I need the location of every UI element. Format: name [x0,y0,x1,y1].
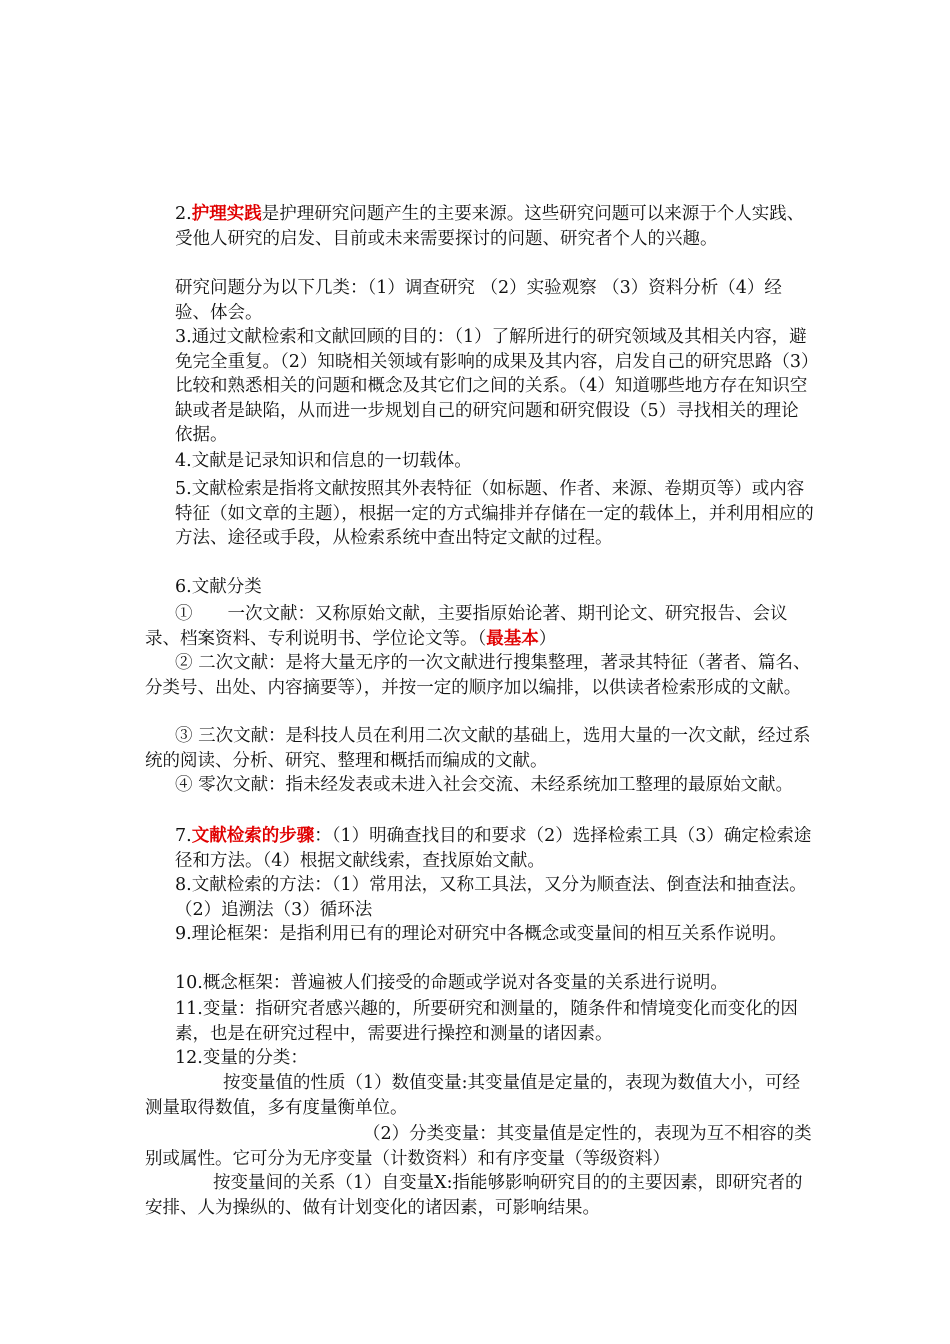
paragraph-7 [175,824,815,873]
paragraph-8: 8.文献检索的方法：（1）常用法，又称工具法，又分为顺查法、倒查法和抽查法。（2）追溯法（3）循环法 [175,875,807,920]
highlight-most-basic: 最基本 [486,628,539,649]
variable-independent: 按变量间的关系（1）自变量X:指能够影响研究目的的主要因素，即研究者的安排、人为操纵的、做有计划变化的诸因素，可影响结果。 [145,1173,803,1218]
variable-categorical: （2）分类变量：其变量值是定性的，表现为互不相容的类别或属性。它可分为无序变量（计数资料）和有序变量（等级资料） [145,1124,812,1169]
paragraph-text: 一次文献：又称原始文献，主要指原始论著、期刊论文、研究报告、会议录、档案资料、专利说明书、学位论文等。（ [145,604,788,649]
paragraph-6-heading: 6.文献分类 [175,577,262,597]
paragraph-text: 二次文献：是将大量无序的一次文献进行搜集整理，著录其特征（著者、篇名、分类号、出处、内容摘要等），并按一定的顺序加以编排，以供读者检索形成的文献。 [145,653,811,698]
paragraph-11: 11.变量：指研究者感兴趣的，所要研究和测量的，随条件和情境变化而变化的因素，也是在研究过程中，需要进行操控和测量的诸因素。 [175,999,798,1044]
highlight-nursing-practice: 护理实践 [191,204,262,224]
circled-number-2: ② [175,653,193,673]
paragraph-5: 5.文献检索是指将文献按照其外表特征（如标题、作者、来源、卷期页等）或内容特征（如文章的主题），根据一定的方式编排并存储在一定的载体上，并利用相应的方法、途径或手段，从检索系统中查出特定文献的过程。 [175,479,814,548]
circled-number-4: ④ [175,775,193,795]
literature-type-tertiary [145,724,815,773]
highlight-retrieval-steps: 文献检索的步骤 [191,826,315,846]
paragraph-4: 4.文献是记录知识和信息的一切载体。 [175,451,472,471]
paragraph-text: 零次文献：指未经发表或未进入社会交流、未经系统加工整理的最原始文献。 [192,775,794,795]
literature-type-zero [145,773,815,798]
paragraph-2-categories: 研究问题分为以下几类：（1）调查研究 （2）实验观察 （3）资料分析（4）经验、体会。 [175,278,782,323]
paragraph-3: 3.通过文献检索和文献回顾的目的：（1）了解所进行的研究领域及其相关内容，避免完全重复。（2）知晓相关领域有影响的成果及其内容，启发自己的研究思路（3）比较和熟悉相关的问题和概念及其它们之间的关系。（4）知道哪些地方存在知识空缺或者是缺陷，从而进一步规划自己的研究问题和研究假设（5）寻找相关的理论依据。 [175,327,810,445]
paragraph-text: 三次文献：是科技人员在利用二次文献的基础上，选用大量的一次文献，经过系统的阅读、分析、研究、整理和概括而编成的文献。 [145,726,811,771]
literature-type-secondary [145,651,815,700]
paragraph-colon: ： [314,826,332,846]
paragraph-text: 是护理研究问题产生的主要来源。这些研究问题可以来源于个人实践、受他人研究的启发、目前或未来需要探讨的问题、研究者个人的兴趣。 [175,204,805,249]
paragraph-number: 7. [175,826,192,846]
paragraph-12-heading: 12.变量的分类： [175,1048,308,1068]
variable-numeric: 按变量值的性质（1）数值变量:其变量值是定量的，表现为数值大小，可经测量取得数值，多有度量衡单位。 [145,1073,801,1118]
paragraph-10: 10.概念框架：普遍被人们接受的命题或学说对各变量的关系进行说明。 [175,973,728,993]
literature-type-primary [145,602,815,651]
paragraph-number: 2. [175,204,192,224]
paragraph-9: 9.理论框架：是指利用已有的理论对研究中各概念或变量间的相互关系作说明。 [175,924,787,944]
paragraph-text: （1）明确查找目的和要求（2）选择检索工具（3）确定检索途径和方法。（4）根据文献线索，查找原始文献。 [175,826,812,871]
paragraph-2 [175,202,815,251]
circled-number-1: ① [175,604,193,624]
paragraph-text-end: ） [538,628,557,649]
circled-number-3: ③ [175,726,193,746]
